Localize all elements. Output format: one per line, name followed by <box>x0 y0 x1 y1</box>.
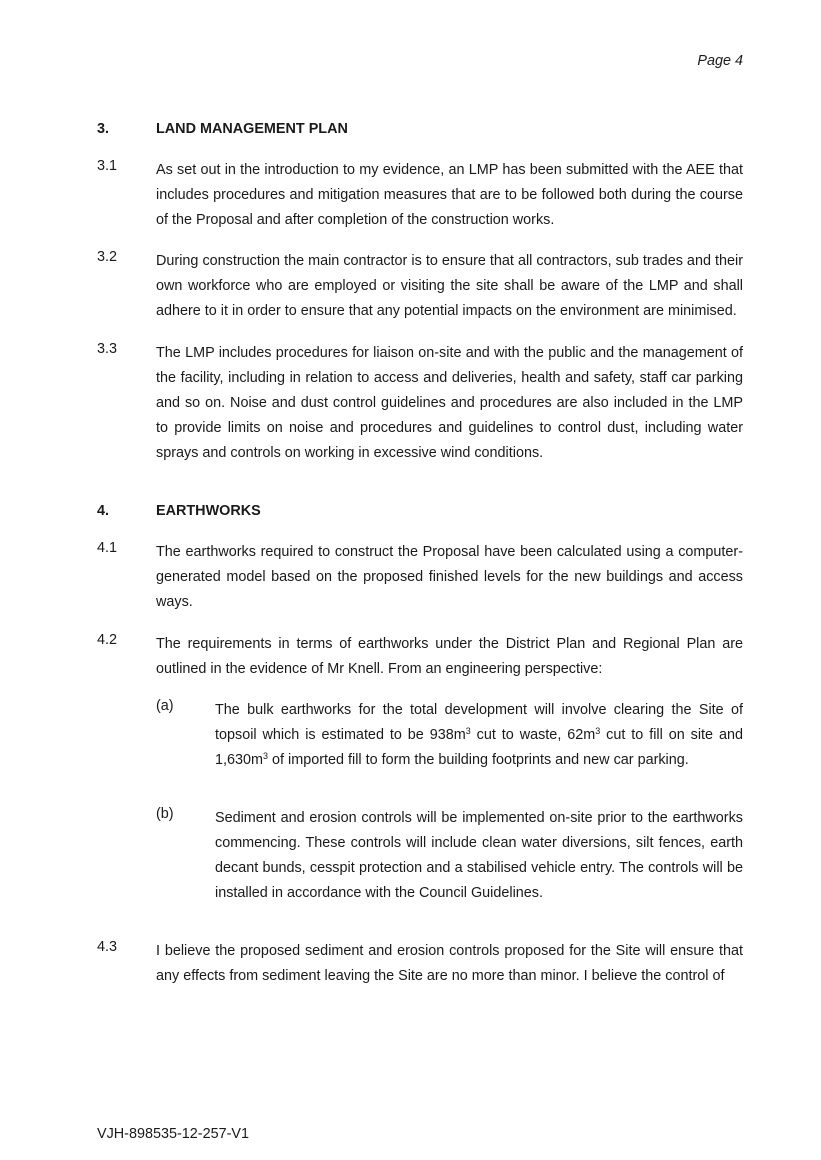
section-number: 3. <box>97 121 110 137</box>
paragraph-number: 3.1 <box>97 158 118 174</box>
document-reference: VJH-898535-12-257-V1 <box>97 1126 249 1142</box>
subitem-text <box>215 698 743 773</box>
paragraph-3-3 <box>97 341 743 466</box>
paragraph-4-3 <box>97 939 743 989</box>
paragraph-4-2 <box>97 632 743 682</box>
paragraph-number: 4.3 <box>97 939 118 955</box>
paragraph-number: 3.3 <box>97 341 118 357</box>
subitem-label: (b) <box>156 806 174 822</box>
page-number: Page 4 <box>697 53 743 69</box>
paragraph-text: The requirements in terms of earthworks under the District Plan and Regional Plan are outlined in the evidence of Mr Knell. From an engineering perspective: <box>156 636 743 677</box>
paragraph-number: 4.2 <box>97 632 118 648</box>
section-title: EARTHWORKS <box>156 503 261 519</box>
paragraph-text: The earthworks required to construct the Proposal have been calculated using a computer-generated model based on the proposed finished levels for the new buildings and access ways. <box>156 544 743 610</box>
section-number: 4. <box>97 503 110 519</box>
subitem-text-part: cut to fill on site and 1,630m <box>215 727 743 768</box>
subitem-label: (a) <box>156 698 174 714</box>
subitem-b <box>156 806 743 906</box>
superscript-3: 3 <box>263 751 269 761</box>
paragraph-number: 4.1 <box>97 540 118 556</box>
subitem-text-part: The bulk earthworks for the total development will involve clearing the Site of topsoil which is estimated to be 938m <box>215 702 743 743</box>
paragraph-number: 3.2 <box>97 249 118 265</box>
paragraph-3-2 <box>97 249 743 324</box>
paragraph-4-1 <box>97 540 743 615</box>
subitem-text-part: cut to waste, 62m <box>470 727 596 743</box>
paragraph-text: I believe the proposed sediment and erosion controls proposed for the Site will ensure that any effects from sediment leaving the Site are no more than minor. I believe the control of <box>156 943 743 984</box>
superscript-3: 3 <box>465 726 471 736</box>
subitem-a <box>156 698 743 773</box>
section-title: LAND MANAGEMENT PLAN <box>156 121 348 137</box>
paragraph-text: During construction the main contractor is to ensure that all contractors, sub trades and their own workforce who are employed or visiting the site shall be aware of the LMP and shall adhere to it in order to ensure that any potential impacts on the environment are minimised. <box>156 253 743 319</box>
paragraph-text: The LMP includes procedures for liaison on-site and with the public and the management of the facility, including in relation to access and deliveries, health and safety, staff car parking and so on. Noise and dust control guidelines and procedures are also included in the LMP to provide limits on noise and procedures and guidelines to control dust, including water sprays and controls on working in excessive wind conditions. <box>156 345 743 461</box>
paragraph-3-1 <box>97 158 743 233</box>
subitem-text: Sediment and erosion controls will be implemented on-site prior to the earthworks commencing. These controls will include clean water diversions, silt fences, earth decant bunds, cesspit protection and a stabilised vehicle entry. The controls will be installed in accordance with the Council Guidelines. <box>215 810 743 901</box>
superscript-3: 3 <box>595 726 601 736</box>
subitem-text-part: of imported fill to form the building footprints and new car parking. <box>268 752 689 768</box>
paragraph-text: As set out in the introduction to my evidence, an LMP has been submitted with the AEE that includes procedures and mitigation measures that are to be followed both during the course of the Proposal and after completion of the construction works. <box>156 162 743 228</box>
